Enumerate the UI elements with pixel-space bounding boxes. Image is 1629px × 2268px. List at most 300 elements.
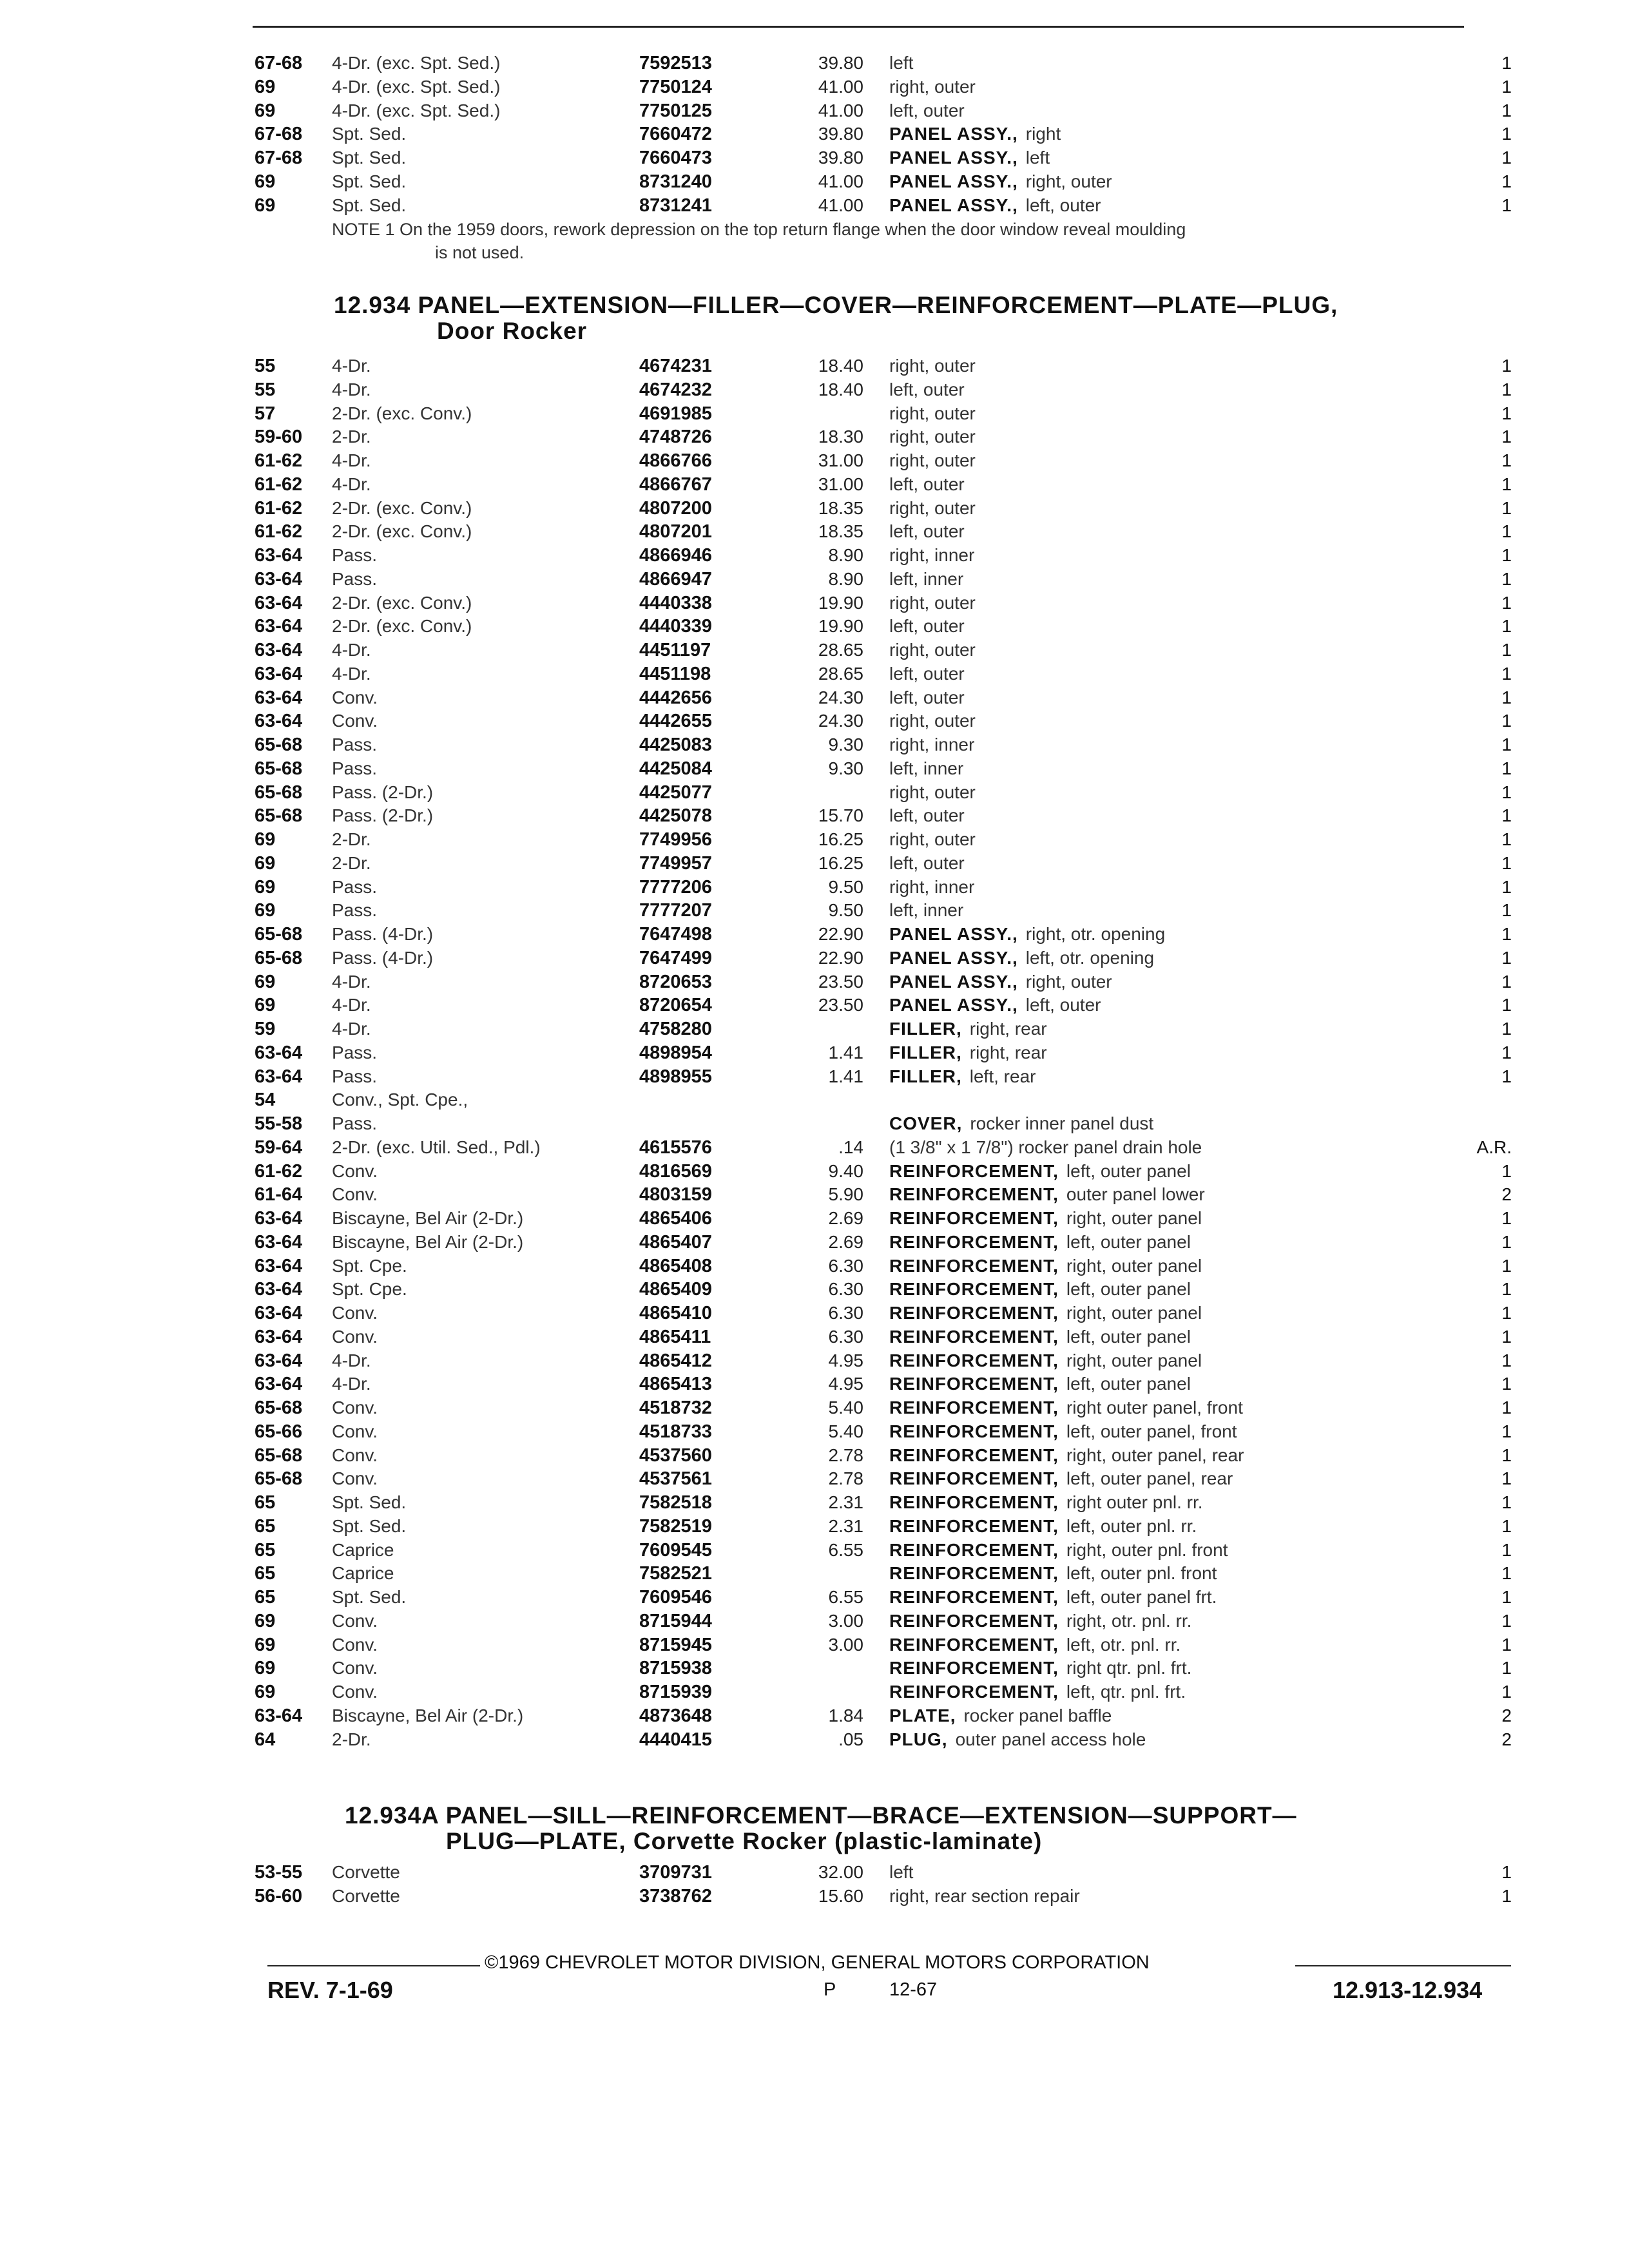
parts-row: [0, 1861, 1629, 1884]
part-description: [889, 99, 965, 122]
part-number: 8715938: [639, 1658, 712, 1679]
part-description: [889, 709, 976, 733]
quantity: 1: [1501, 521, 1512, 542]
parts-row: [0, 852, 1629, 875]
page-letter: P: [824, 1979, 836, 2000]
part-detail: right, outer: [889, 592, 976, 613]
part-detail: left, inner: [889, 568, 964, 589]
part-number: 7750125: [639, 100, 712, 121]
model-name: 4-Dr.: [332, 1019, 371, 1039]
part-number: 3709731: [639, 1862, 712, 1883]
part-name: PANEL ASSY.,: [889, 148, 1018, 168]
quantity: 1: [1501, 640, 1512, 660]
year-range: 59-64: [255, 1137, 303, 1158]
part-description: [889, 1065, 1036, 1088]
part-number: 4451198: [639, 663, 711, 684]
quantity: 1: [1501, 1885, 1512, 1906]
year-range: 61-62: [255, 497, 303, 519]
part-detail: left, outer: [889, 474, 965, 494]
quantity: 1: [1501, 1539, 1512, 1560]
part-number: 4518732: [639, 1398, 712, 1418]
parts-row: [0, 733, 1629, 756]
part-number: 4865406: [639, 1208, 712, 1229]
part-number: 4865408: [639, 1255, 712, 1276]
year-range: 69: [255, 1658, 276, 1679]
part-description: [889, 876, 974, 899]
price: 2.78: [828, 1468, 863, 1489]
year-range: 69: [255, 852, 276, 874]
part-detail: (1 3/8" x 1 7/8") rocker panel drain hole: [889, 1137, 1202, 1157]
year-range: 56-60: [255, 1885, 303, 1907]
part-name: REINFORCEMENT,: [889, 1539, 1059, 1560]
year-range: 65: [255, 1539, 276, 1561]
model-name: Conv.: [332, 1468, 378, 1489]
model-name: 4-Dr.: [332, 474, 371, 494]
part-number: 4866947: [639, 568, 712, 590]
price: 4.95: [828, 1374, 863, 1394]
part-description: [889, 1420, 1237, 1443]
model-name: Pass.: [332, 900, 378, 921]
model-name: Pass. (4-Dr.): [332, 947, 434, 968]
year-range: 65-68: [255, 758, 303, 779]
part-description: [889, 52, 913, 75]
part-detail: right, outer pnl. front: [1066, 1539, 1228, 1560]
model-name: 4-Dr.: [332, 379, 371, 399]
part-number: 4807200: [639, 497, 712, 519]
parts-row: [0, 591, 1629, 615]
year-range: 63-64: [255, 1066, 303, 1087]
part-detail: left: [889, 53, 914, 73]
quantity: 1: [1501, 474, 1512, 494]
part-number: 8731241: [639, 195, 712, 216]
parts-row: [0, 828, 1629, 851]
quantity: 1: [1501, 1587, 1512, 1607]
model-name: 2-Dr. (exc. Conv.): [332, 497, 472, 518]
price: 22.90: [818, 924, 863, 944]
quantity: 1: [1501, 450, 1512, 470]
quantity: 1: [1501, 124, 1512, 144]
price: 1.41: [828, 1042, 863, 1062]
model-name: Spt. Cpe.: [332, 1255, 407, 1276]
parts-row: [0, 1396, 1629, 1419]
part-number: 4865409: [639, 1279, 712, 1300]
part-detail: left, outer: [889, 852, 965, 873]
year-range: 57: [255, 403, 276, 424]
part-number: 4866946: [639, 545, 712, 566]
part-number: 4898955: [639, 1066, 712, 1087]
model-name: 4-Dr.: [332, 1374, 371, 1394]
model-name: Pass.: [332, 876, 378, 897]
part-number: 7749956: [639, 829, 712, 850]
footer-rule-left: [267, 1965, 480, 1966]
quantity: 1: [1501, 924, 1512, 944]
part-number: 4440339: [639, 616, 712, 637]
part-detail: left, outer panel, rear: [1066, 1468, 1233, 1489]
model-name: 4-Dr.: [332, 663, 371, 684]
year-range: 63-64: [255, 711, 303, 732]
part-detail: right, outer: [889, 356, 976, 376]
year-range: 65: [255, 1563, 276, 1584]
part-detail: left, outer: [889, 521, 965, 542]
part-number: 4758280: [639, 1019, 712, 1039]
model-name: Conv.: [332, 1303, 378, 1323]
model-name: Conv.: [332, 1610, 378, 1631]
year-range: 69: [255, 1610, 276, 1631]
part-name: REINFORCEMENT,: [889, 1445, 1059, 1465]
model-name: Pass. (4-Dr.): [332, 924, 434, 944]
quantity: 1: [1501, 1160, 1512, 1181]
model-name: Biscayne, Bel Air (2-Dr.): [332, 1705, 524, 1725]
part-detail: left, rear: [969, 1066, 1036, 1086]
part-number: 8715945: [639, 1634, 712, 1655]
part-detail: left, outer panel: [1066, 1279, 1191, 1300]
parts-row: [0, 146, 1629, 169]
part-description: [889, 146, 1050, 169]
part-number: 4425078: [639, 805, 712, 827]
quantity: 1: [1501, 1682, 1512, 1702]
model-name: 4-Dr.: [332, 995, 371, 1015]
parts-row: [0, 1278, 1629, 1301]
parts-row: [0, 970, 1629, 994]
note-line-1: NOTE 1 On the 1959 doors, rework depression on the top return flange when the door window reveal moulding: [332, 220, 1186, 239]
parts-row: [0, 520, 1629, 543]
model-name: Pass.: [332, 1113, 378, 1133]
price: 28.65: [818, 663, 863, 684]
price: 39.80: [818, 148, 863, 168]
part-detail: left, otr. opening: [1025, 947, 1155, 968]
model-name: Conv.: [332, 1658, 378, 1678]
model-name: Spt. Sed.: [332, 124, 407, 144]
quantity: 1: [1501, 829, 1512, 849]
part-description: [889, 591, 976, 615]
quantity: 1: [1501, 1279, 1512, 1300]
quantity: 1: [1501, 1231, 1512, 1252]
parts-row: [0, 1586, 1629, 1609]
part-number: 4442655: [639, 711, 712, 732]
quantity: 1: [1501, 1563, 1512, 1584]
part-description: [889, 122, 1061, 146]
year-range: 65: [255, 1492, 276, 1513]
part-number: 4898954: [639, 1042, 712, 1063]
part-number: 7582521: [639, 1563, 712, 1584]
part-detail: right, outer: [889, 829, 976, 849]
part-detail: left, outer pnl. front: [1066, 1563, 1217, 1584]
price: 41.00: [818, 171, 863, 191]
price: 23.50: [818, 971, 863, 992]
part-number: 4451197: [639, 640, 711, 660]
year-range: 69: [255, 829, 276, 850]
part-detail: left, outer panel: [1066, 1374, 1191, 1394]
part-name: REINFORCEMENT,: [889, 1374, 1059, 1394]
model-name: Spt. Sed.: [332, 1515, 407, 1536]
price: 41.00: [818, 100, 863, 120]
price: 6.30: [828, 1326, 863, 1347]
part-description: [889, 615, 965, 638]
parts-row: [0, 947, 1629, 970]
year-range: 63-64: [255, 1255, 303, 1276]
year-range: 63-64: [255, 687, 303, 708]
model-name: Conv.: [332, 1634, 378, 1655]
part-description: [889, 662, 965, 686]
year-range: 55: [255, 379, 276, 400]
model-name: Spt. Sed.: [332, 171, 407, 191]
year-range: 54: [255, 1090, 276, 1111]
part-description: [889, 1680, 1186, 1704]
quantity: 1: [1501, 403, 1512, 423]
year-range: 69: [255, 195, 276, 216]
part-description: [889, 170, 1112, 193]
part-name: PANEL ASSY.,: [889, 971, 1018, 992]
part-number: 4440338: [639, 592, 712, 613]
part-description: [889, 757, 963, 780]
year-range: 69: [255, 995, 276, 1016]
year-range: 67-68: [255, 148, 303, 169]
year-range: 65-68: [255, 1445, 303, 1466]
year-range: 65-68: [255, 782, 303, 803]
parts-row: [0, 1610, 1629, 1633]
part-name: COVER,: [889, 1113, 963, 1133]
part-number: 4803159: [639, 1184, 712, 1206]
parts-row: [0, 1704, 1629, 1727]
part-detail: right qtr. pnl. frt.: [1066, 1658, 1192, 1678]
part-name: REINFORCEMENT,: [889, 1160, 1059, 1181]
year-range: 65: [255, 1515, 276, 1537]
quantity: 1: [1501, 545, 1512, 565]
quantity: 1: [1501, 876, 1512, 897]
part-number: 7660472: [639, 124, 712, 145]
price: 16.25: [818, 829, 863, 849]
model-name: Conv.: [332, 1184, 378, 1205]
part-description: [889, 1112, 1153, 1135]
part-number: 4442656: [639, 687, 712, 708]
year-range: 63-64: [255, 1042, 303, 1063]
part-description: [889, 1017, 1047, 1041]
quantity: 1: [1501, 195, 1512, 215]
parts-row: [0, 1491, 1629, 1514]
quantity: 1: [1501, 1492, 1512, 1512]
year-range: 63-64: [255, 1208, 303, 1229]
parts-row: [0, 1728, 1629, 1751]
parts-row: [0, 662, 1629, 686]
parts-row: [0, 994, 1629, 1017]
model-name: 4-Dr. (exc. Spt. Sed.): [332, 100, 501, 120]
part-description: [889, 828, 976, 851]
part-description: [889, 733, 974, 756]
quantity: 1: [1501, 1042, 1512, 1062]
parts-row: [0, 709, 1629, 733]
part-number: 7592513: [639, 53, 712, 73]
part-name: PLATE,: [889, 1705, 956, 1725]
part-detail: right, outer: [889, 427, 976, 447]
part-name: REINFORCEMENT,: [889, 1658, 1059, 1678]
price: .14: [838, 1137, 863, 1157]
year-range: 65-68: [255, 924, 303, 945]
price: 2.69: [828, 1231, 863, 1252]
price: 18.35: [818, 497, 863, 518]
parts-row: [0, 899, 1629, 922]
price: 2.31: [828, 1492, 863, 1512]
model-name: 2-Dr. (exc. Conv.): [332, 403, 472, 423]
quantity: 1: [1501, 900, 1512, 921]
parts-row: [0, 1539, 1629, 1562]
part-number: 4518733: [639, 1421, 712, 1442]
quantity: 1: [1501, 568, 1512, 589]
part-number: 4866767: [639, 474, 712, 495]
year-range: 63-64: [255, 545, 303, 566]
part-number: 4691985: [639, 403, 712, 424]
part-number: 4816569: [639, 1160, 712, 1182]
part-detail: right, inner: [889, 545, 975, 565]
year-range: 65-68: [255, 1468, 303, 1490]
price: 4.95: [828, 1350, 863, 1370]
part-description: [889, 75, 976, 99]
part-description: [889, 686, 965, 709]
part-description: [889, 639, 976, 662]
parts-row: [0, 757, 1629, 780]
price: 18.35: [818, 521, 863, 542]
parts-row: [0, 1372, 1629, 1396]
model-name: Spt. Cpe.: [332, 1279, 407, 1300]
price: 18.30: [818, 427, 863, 447]
part-detail: left, outer: [889, 663, 965, 684]
part-description: [889, 781, 976, 804]
part-description: [889, 449, 976, 472]
part-detail: left: [889, 1862, 914, 1882]
price: 15.70: [818, 805, 863, 826]
part-number: 7647499: [639, 947, 712, 968]
quantity: 1: [1501, 616, 1512, 637]
model-name: 4-Dr.: [332, 640, 371, 660]
quantity: 1: [1501, 1515, 1512, 1536]
parts-row: [0, 354, 1629, 378]
part-detail: left: [1025, 148, 1050, 168]
part-number: 8715939: [639, 1682, 712, 1702]
parts-row: [0, 1467, 1629, 1490]
part-description: [889, 402, 976, 425]
part-name: PANEL ASSY.,: [889, 195, 1018, 215]
part-description: [889, 1183, 1205, 1206]
part-description: [889, 1231, 1191, 1254]
model-name: Corvette: [332, 1862, 400, 1882]
part-number: 4440415: [639, 1729, 712, 1750]
parts-row: [0, 473, 1629, 496]
parts-row: [0, 1633, 1629, 1657]
parts-row: [0, 1160, 1629, 1183]
part-detail: right, outer panel: [1066, 1255, 1202, 1276]
part-name: REINFORCEMENT,: [889, 1398, 1059, 1418]
part-description: [889, 1349, 1202, 1372]
year-range: 67-68: [255, 124, 303, 145]
part-detail: left, outer: [1025, 195, 1101, 215]
year-range: 61-62: [255, 521, 303, 543]
price: 31.00: [818, 450, 863, 470]
year-range: 69: [255, 1682, 276, 1702]
quantity: 1: [1501, 356, 1512, 376]
note-line-2: is not used.: [435, 243, 525, 262]
part-description: [889, 1396, 1243, 1419]
part-description: [889, 1657, 1191, 1680]
part-number: 7647498: [639, 924, 712, 945]
parts-row: [0, 75, 1629, 99]
part-detail: left, outer panel frt.: [1066, 1587, 1217, 1607]
year-range: 63-64: [255, 1231, 303, 1253]
part-description: [889, 1444, 1244, 1467]
part-description: [889, 1885, 1080, 1908]
part-detail: right, outer: [889, 403, 976, 423]
quantity: 1: [1501, 687, 1512, 707]
model-name: Conv.: [332, 711, 378, 731]
parts-row: [0, 1444, 1629, 1467]
part-number: 7609546: [639, 1587, 712, 1608]
parts-row: [0, 425, 1629, 448]
part-detail: right outer pnl. rr.: [1066, 1492, 1203, 1512]
price: 24.30: [818, 711, 863, 731]
model-name: Biscayne, Bel Air (2-Dr.): [332, 1208, 524, 1228]
part-detail: left, outer: [1025, 995, 1101, 1015]
year-range: 67-68: [255, 53, 303, 73]
part-name: PANEL ASSY.,: [889, 171, 1018, 191]
quantity: 1: [1501, 1208, 1512, 1228]
year-range: 69: [255, 876, 276, 898]
price: 3.00: [828, 1610, 863, 1631]
quantity: 1: [1501, 805, 1512, 826]
year-range: 63-64: [255, 1279, 303, 1300]
quantity: A.R.: [1476, 1137, 1512, 1157]
price: 39.80: [818, 53, 863, 73]
year-range: 65: [255, 1587, 276, 1608]
part-name: PANEL ASSY.,: [889, 995, 1018, 1015]
page-number: 12-67: [889, 1979, 938, 2000]
part-number: 8731240: [639, 171, 712, 192]
model-name: Pass.: [332, 545, 378, 565]
model-name: 2-Dr.: [332, 427, 371, 447]
year-range: 63-64: [255, 1374, 303, 1395]
part-name: REINFORCEMENT,: [889, 1303, 1059, 1323]
year-range: 63-64: [255, 640, 303, 660]
price: 9.50: [828, 900, 863, 921]
price: 28.65: [818, 640, 863, 660]
part-detail: right, otr. opening: [1025, 924, 1166, 944]
model-name: Conv.: [332, 1326, 378, 1347]
part-name: PANEL ASSY.,: [889, 924, 1018, 944]
part-number: 4807201: [639, 521, 712, 543]
section-title-line-1: 12.934 PANEL—EXTENSION—FILLER—COVER—REINFORCEMENT—PLATE—PLUG,: [334, 292, 1338, 318]
quantity: 1: [1501, 1634, 1512, 1655]
part-number: 4865410: [639, 1303, 712, 1323]
part-number: 4425084: [639, 758, 712, 779]
part-detail: right, inner: [889, 876, 975, 897]
part-description: [889, 1467, 1233, 1490]
part-number: 4865407: [639, 1231, 712, 1253]
price: 31.00: [818, 474, 863, 494]
part-name: REINFORCEMENT,: [889, 1563, 1059, 1584]
year-range: 65-68: [255, 1398, 303, 1418]
model-name: 4-Dr. (exc. Spt. Sed.): [332, 76, 501, 97]
quantity: 1: [1501, 1421, 1512, 1441]
price: 19.90: [818, 616, 863, 637]
part-detail: right, outer panel: [1066, 1303, 1202, 1323]
part-description: [889, 994, 1101, 1017]
parts-row: [0, 1065, 1629, 1088]
part-description: [889, 425, 976, 448]
part-name: REINFORCEMENT,: [889, 1326, 1059, 1347]
quantity: 1: [1501, 1255, 1512, 1276]
quantity: 1: [1501, 1019, 1512, 1039]
quantity: 1: [1501, 53, 1512, 73]
part-name: PLUG,: [889, 1729, 948, 1749]
parts-row: [0, 52, 1629, 75]
part-name: PANEL ASSY.,: [889, 124, 1018, 144]
